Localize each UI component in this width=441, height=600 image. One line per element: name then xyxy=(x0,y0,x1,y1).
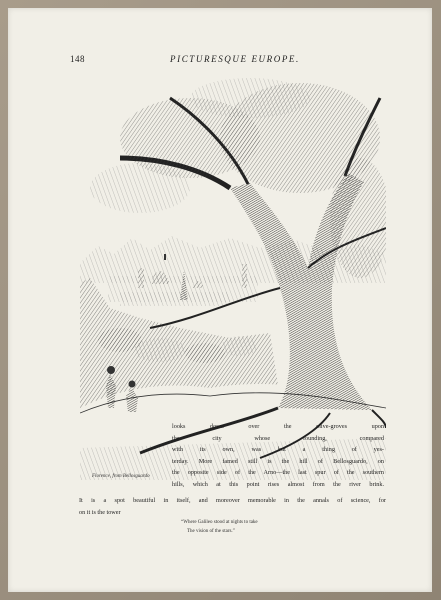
text-line: It is a spot beautiful in itself, and moreover memorable in the annals of science, for xyxy=(79,497,386,504)
text-line: terday. More famed still is the hill of Bellosguardo, on xyxy=(172,457,384,465)
text-line: looks down over the olive-groves upon xyxy=(172,423,384,430)
text-line: on it is the tower xyxy=(79,508,121,516)
text-line: with its own, was but a thing of yes- xyxy=(172,446,384,453)
body-text-full xyxy=(79,495,386,518)
illustration-caption: Florence, from Bellosguardo xyxy=(92,474,150,479)
engraving-illustration xyxy=(80,78,386,480)
book-page xyxy=(8,8,432,592)
page-number: 148 xyxy=(70,54,85,64)
running-title: PICTURESQUE EUROPE. xyxy=(170,54,300,64)
quote-line: “Where Galileo stood at nights to take xyxy=(181,520,258,525)
verse-quotation xyxy=(181,518,258,536)
body-text-indented xyxy=(172,421,384,490)
text-line: the opposite side of the Arno—the last spur of the southern xyxy=(172,469,384,476)
quote-line: The vision of the stars.” xyxy=(187,529,235,534)
text-line: hills, which at this point rises almost from the river brink. xyxy=(172,480,384,488)
text-line: the city whose founding, compared xyxy=(172,434,384,442)
